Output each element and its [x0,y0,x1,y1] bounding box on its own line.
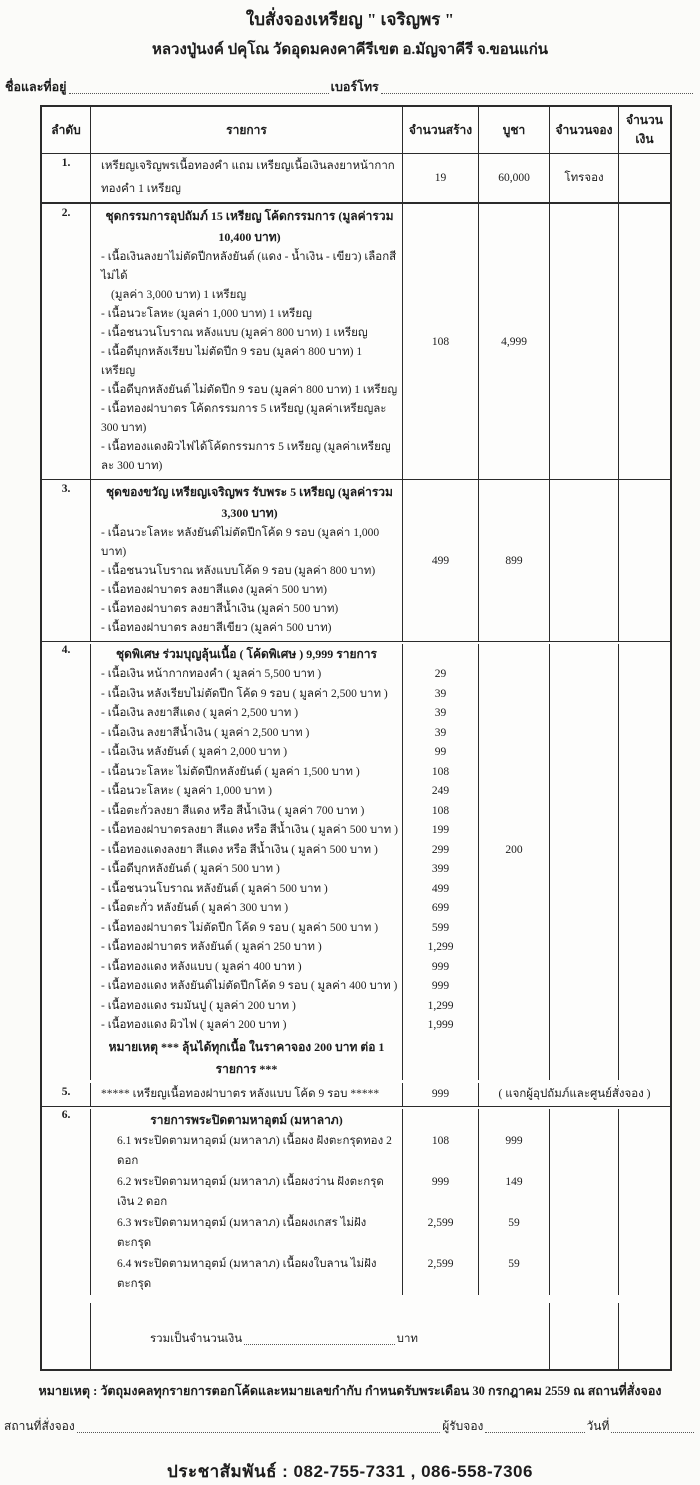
list-item: - เนื้อทองฝาบาตร หลังยันต์ ( มูลค่า 250 บาท ) [90,938,402,958]
price-cell [478,880,549,900]
amount-cell [618,665,670,685]
row-number-cell [42,860,90,880]
order-qty-cell [549,860,618,880]
amount-cell [618,704,670,724]
amount-cell [618,841,670,861]
row-number-cell [42,899,90,919]
list-item: - เนื้อทองฝาบาตร ลงยาสีน้ำเงิน (มูลค่า 500 บาท) [101,603,339,615]
amount-cell [618,1131,670,1172]
set-note: หมายเหตุ *** ลุ้นได้ทุกเนื้อ ในราคาจอง 200 บาท ต่อ 1 รายการ *** [90,1036,402,1080]
list-item: - เนื้อชนวนโบราณ หลังยันต์ ( มูลค่า 500 บาท ) [90,880,402,900]
made-count: 599 [402,919,478,939]
row-item-text: เหรียญเจริญพรเนื้อทองคำ แถม เหรียญเนื้อเงินลงยาหน้ากากทองคำ 1 เหรียญ [90,154,402,202]
price-cell [478,1036,549,1080]
order-qty-cell [549,1109,618,1131]
list-item: - เนื้อทองแดง รมมันปู ( มูลค่า 200 บาท ) [90,997,402,1017]
made-count: 499 [402,880,478,900]
table-row [42,479,670,641]
made-cell [402,1109,478,1131]
row-number-cell [42,1213,90,1254]
price-value: 60,000 [478,154,549,202]
sig-date-label: วันที่ [586,1418,610,1433]
row-number-cell [42,763,90,783]
made-count: 1,299 [402,938,478,958]
row-number-cell [42,1254,90,1295]
price-cell [478,724,549,744]
table-row [42,641,670,1083]
made-count: 1,299 [402,997,478,1017]
item-line [42,743,670,763]
set-header-line [42,1109,670,1131]
row-item-text: ***** เหรียญเนื้อทองฝาบาตร หลังแบบ โค้ด 9 รอบ ***** [90,1083,402,1106]
order-qty-cell [549,880,618,900]
set-title: ชุดพิเศษ ร่วมบุญลุ้นเนื้อ ( โค้ดพิเศษ ) 9,999 รายการ [90,644,402,665]
amount-cell [618,860,670,880]
order-qty-cell [549,997,618,1017]
amount-cell [618,480,670,641]
total-unit: บาท [396,1332,418,1345]
table-row [42,1106,670,1303]
set-title: ชุดกรรมการอุปถัมภ์ 15 เหรียญ โค้ดกรรมการ (มูลค่ารวม 10,400 บาท) [105,209,394,244]
order-qty-cell [549,919,618,939]
amount-cell [618,1109,670,1131]
row-number-cell [42,841,90,861]
list-item: - เนื้อเงิน ลงยาสีน้ำเงิน ( มูลค่า 2,500 บาท ) [90,724,402,744]
list-item: - เนื้อเงิน หน้ากากทองคำ ( มูลค่า 5,500 บาท ) [90,665,402,685]
order-qty-cell [549,1213,618,1254]
list-item: - เนื้อดีบุกหลังยันต์ ไม่ตัดปีก 9 รอบ (มูลค่า 800 บาท) 1 เหรียญ [101,384,398,396]
list-item: 6.2 พระปิดตามหาอุตม์ (มหาลาภ) เนื้อผงว่าน ฝังตะกรุดเงิน 2 ดอก [90,1172,402,1213]
list-item: - เนื้อนวะโลหะ (มูลค่า 1,000 บาท) 1 เหรียญ [101,308,312,320]
price-cell [478,860,549,880]
price-cell [478,763,549,783]
table-row [42,202,670,479]
total-label: รวมเป็นจำนวนเงิน [150,1332,243,1345]
list-item: - เนื้อทองฝาบาตร โค้ดกรรมการ 5 เหรียญ (มูลค่าเหรียญละ 300 บาท) [101,403,387,434]
set-note-line [42,1036,670,1080]
row-number-cell [42,685,90,705]
item-line [42,977,670,997]
row-number: 1. [61,157,71,169]
row-number-cell [42,665,90,685]
made-count: 999 [402,977,478,997]
list-item: - เนื้อตะกั่ว หลังยันต์ ( มูลค่า 300 บาท ) [90,899,402,919]
made-cell [402,1036,478,1080]
header-price: บูชา [478,107,549,153]
order-qty-cell [549,899,618,919]
made-count: 999 [402,1083,478,1106]
amount-cell [618,1016,670,1036]
item-line [42,802,670,822]
row-number-cell [42,977,90,997]
sig-receiver-label: ผู้รับจอง [442,1418,484,1433]
item-line [42,665,670,685]
order-qty-cell [549,977,618,997]
made-cell [402,644,478,665]
row-number: 3. [61,483,71,495]
list-item: - เนื้อทองฝาบาตรลงยา สีแดง หรือ สีน้ำเงิน ( มูลค่า 500 บาท ) [90,821,402,841]
order-qty-cell [549,204,618,479]
list-item: - เนื้อทองฝาบาตร ลงยาสีเขียว (มูลค่า 500 บาท) [101,622,332,634]
item-line [42,919,670,939]
amount-cell [618,821,670,841]
made-count: 108 [402,1131,478,1172]
list-item: - เนื้อทองฝาบาตร ไม่ตัดปีก โค้ด 9 รอบ ( มูลค่า 500 บาท ) [90,919,402,939]
signature-line [0,1417,700,1436]
amount-cell [618,724,670,744]
list-item: - เนื้อชนวนโบราณ หลังแบบโค้ด 9 รอบ (มูลค่า 800 บาท) [101,565,376,577]
row-number-cell [42,724,90,744]
amount-cell [618,1213,670,1254]
made-count: 299 [402,841,478,861]
item-line [42,899,670,919]
price-value: 200 [478,841,549,861]
list-item: - เนื้อเงินลงยาไม่ตัดปีกหลังยันต์ (แดง - น้ำเงิน - เขียว) เลือกสีไม่ได้ [101,251,397,282]
list-item: - เนื้อตะกั่วลงยา สีแดง หรือ สีน้ำเงิน ( มูลค่า 700 บาท ) [90,802,402,822]
price-cell [478,1016,549,1036]
price-cell [478,958,549,978]
made-count: 39 [402,685,478,705]
row-number: 6. [61,1108,71,1121]
set-title: รายการพระปิดตามหาอุตม์ (มหาลาภ) [90,1109,402,1131]
made-count: 699 [402,899,478,919]
price-cell [478,997,549,1017]
amount-cell [618,1036,670,1080]
item-line [42,997,670,1017]
contact-phone-numbers: ประชาสัมพันธ์ : 082-755-7331 , 086-558-7306 [167,1461,533,1481]
order-qty-cell [549,1254,618,1295]
amount-cell [618,977,670,997]
amount-cell [618,919,670,939]
made-count: 2,599 [402,1254,478,1295]
header-order-qty: จำนวนจอง [549,107,618,153]
made-count: 29 [402,665,478,685]
row-number-cell [42,782,90,802]
made-count: 19 [402,154,478,202]
order-qty-cell [549,802,618,822]
made-count: 108 [402,802,478,822]
price-cell [478,977,549,997]
amount-cell [618,154,670,202]
row-number-cell [42,1303,90,1369]
order-qty-cell [549,821,618,841]
item-line [42,1254,670,1295]
list-item: - เนื้อเงิน ลงยาสีแดง ( มูลค่า 2,500 บาท ) [90,704,402,724]
made-count: 249 [402,782,478,802]
made-count: 39 [402,704,478,724]
list-item: - เนื้อเงิน หลังเรียบไม่ตัดปีก โค้ด 9 รอบ ( มูลค่า 2,500 บาท ) [90,685,402,705]
name-address-label: ชื่อและที่อยู่ [5,80,67,94]
item-line [42,938,670,958]
made-count: 108 [402,763,478,783]
row-item-group [90,480,402,641]
price-cell [478,782,549,802]
price-cell [478,802,549,822]
list-item: 6.3 พระปิดตามหาอุตม์ (มหาลาภ) เนื้อผงเกสร ไม่ฝังตะกรุด [90,1213,402,1254]
list-item: - เนื้อนวะโลหะ ไม่ตัดปีกหลังยันต์ ( มูลค่า 1,500 บาท ) [90,763,402,783]
row-number-cell [42,802,90,822]
amount-cell [618,997,670,1017]
page-title: ใบสั่งจองเหรียญ " เจริญพร " [245,10,455,29]
price-value: 999 [478,1131,549,1172]
sig-receiver-blank [485,1432,584,1433]
made-count: 499 [402,480,478,641]
price-cell [478,685,549,705]
order-qty-cell [549,665,618,685]
order-qty-cell [549,743,618,763]
item-line [42,841,670,861]
row-number-cell [42,919,90,939]
item-line [42,704,670,724]
amount-cell [618,763,670,783]
order-qty-cell [549,685,618,705]
sig-place-blank [77,1432,440,1433]
price-value: 59 [478,1213,549,1254]
name-address-line [0,77,700,97]
row-number-cell [42,821,90,841]
total-cell [90,1303,549,1369]
amount-cell [618,802,670,822]
phone-label: เบอร์โทร [330,80,379,94]
price-cell [478,743,549,763]
item-line [42,1172,670,1213]
order-qty-value: โทรจอง [549,154,618,202]
order-qty-cell [549,704,618,724]
row-number-cell [42,1131,90,1172]
table-header-row [42,107,670,153]
row-number-cell [42,880,90,900]
total-row [42,1303,670,1369]
amount-cell [618,685,670,705]
list-item: - เนื้อทองแดงลงยา สีแดง หรือ สีน้ำเงิน ( มูลค่า 500 บาท ) [90,841,402,861]
row-remark: ( แจกผู้อุปถัมภ์และศูนย์สั่งจอง ) [478,1083,670,1106]
made-count: 999 [402,958,478,978]
row-number-cell [42,704,90,724]
price-cell [478,938,549,958]
header-item: รายการ [90,107,402,153]
page-subtitle: หลวงปู่นงค์ ปคุโณ วัดอุดมคงคาคีรีเขต อ.มัญจาคีรี จ.ขอนแก่น [151,42,549,58]
amount-cell [618,782,670,802]
list-item: - เนื้อชนวนโบราณ หลังแบบ (มูลค่า 800 บาท) 1 เหรียญ [101,327,368,339]
amount-cell [618,1254,670,1295]
made-count: 1,999 [402,1016,478,1036]
row-number-cell [42,997,90,1017]
order-qty-cell [549,763,618,783]
total-blank [244,1344,395,1345]
row-number: 5. [61,1085,71,1098]
item-line [42,1131,670,1172]
order-qty-cell [549,480,618,641]
item-line [42,763,670,783]
amount-cell [618,938,670,958]
row-number: 4. [61,644,71,656]
item-line [42,958,670,978]
table-row [42,153,670,202]
order-table [40,105,672,1371]
row-number-cell [42,743,90,763]
header-amount: จำนวนเงิน [618,107,670,153]
header-made: จำนวนสร้าง [402,107,478,153]
list-item: - เนื้อทองแดง ผิวไฟ ( มูลค่า 200 บาท ) [90,1016,402,1036]
row-item-group [90,204,402,479]
made-count: 399 [402,860,478,880]
item-line [42,1016,670,1036]
made-count: 108 [402,204,478,479]
list-item: 6.1 พระปิดตามหาอุตม์ (มหาลาภ) เนื้อผง ฝังตะกรุดทอง 2 ดอก [90,1131,402,1172]
footer-note: หมายเหตุ : วัตถุมงคลทุกรายการตอกโค้ดและหมายเลขกำกับ กำหนดรับพระเดือน 30 กรกฎาคม 2559 ณ สถานที่สั่งจอง [38,1383,662,1398]
amount-cell [618,958,670,978]
list-item: - เนื้อเงิน หลังยันต์ ( มูลค่า 2,000 บาท ) [90,743,402,763]
made-count: 39 [402,724,478,744]
list-item: - เนื้อดีบุกหลังยันต์ ( มูลค่า 500 บาท ) [90,860,402,880]
sig-date-blank [611,1432,694,1433]
price-value: 149 [478,1172,549,1213]
made-count: 2,599 [402,1213,478,1254]
name-address-blank [69,93,329,94]
amount-cell [618,1303,670,1369]
price-cell [478,919,549,939]
made-count: 199 [402,821,478,841]
order-qty-cell [549,1131,618,1172]
item-line [42,685,670,705]
amount-cell [618,644,670,665]
order-qty-cell [549,1172,618,1213]
row-number-cell [42,1016,90,1036]
price-value: 59 [478,1254,549,1295]
price-cell [478,704,549,724]
item-line [42,860,670,880]
item-line [42,1213,670,1254]
row-number-cell [42,938,90,958]
order-qty-cell [549,841,618,861]
price-cell [478,821,549,841]
amount-cell [618,743,670,763]
list-item: - เนื้อดีบุกหลังเรียบ ไม่ตัดปีก 9 รอบ (มูลค่า 800 บาท) 1 เหรียญ [101,346,363,377]
list-item: - เนื้อนวะโลหะ ( มูลค่า 1,000 บาท ) [90,782,402,802]
row-number: 2. [61,207,71,219]
item-line [42,880,670,900]
table-row [42,1083,670,1106]
order-qty-cell [549,938,618,958]
list-item: (มูลค่า 3,000 บาท) 1 เหรียญ [111,289,247,301]
sig-place-label: สถานที่สั่งจอง [4,1418,75,1433]
amount-cell [618,1172,670,1213]
amount-cell [618,899,670,919]
price-value: 4,999 [478,204,549,479]
order-qty-cell [549,958,618,978]
order-qty-cell [549,782,618,802]
order-qty-cell [549,1016,618,1036]
amount-cell [618,880,670,900]
price-cell [478,1109,549,1131]
row-number-cell [42,958,90,978]
set-title: ชุดของขวัญ เหรียญเจริญพร รับพระ 5 เหรียญ (มูลค่ารวม 3,300 บาท) [106,485,393,520]
order-qty-cell [549,644,618,665]
order-qty-cell [549,724,618,744]
item-line [42,821,670,841]
price-cell [478,644,549,665]
header-index: ลำดับ [51,122,81,137]
list-item: 6.4 พระปิดตามหาอุตม์ (มหาลาภ) เนื้อผงใบลาน ไม่ฝังตะกรุด [90,1254,402,1295]
price-cell [478,899,549,919]
made-count: 999 [402,1172,478,1213]
phone-blank [381,93,693,94]
list-item: - เนื้อทองแดง หลังแบบ ( มูลค่า 400 บาท ) [90,958,402,978]
row-number-cell [42,1036,90,1080]
order-qty-cell [549,1303,618,1369]
row-number-cell [42,1172,90,1213]
item-line [42,724,670,744]
list-item: - เนื้อทองฝาบาตร ลงยาสีแดง (มูลค่า 500 บาท) [101,584,328,596]
item-line [42,782,670,802]
list-item: - เนื้อทองแดงผิวไฟได้โค้ดกรรมการ 5 เหรียญ (มูลค่าเหรียญละ 300 บาท) [101,441,391,472]
order-qty-cell [549,1036,618,1080]
made-count: 99 [402,743,478,763]
list-item: - เนื้อทองแดง หลังยันต์ไม่ตัดปีกโค้ด 9 รอบ ( มูลค่า 400 บาท ) [90,977,402,997]
list-item: - เนื้อนวะโลหะ หลังยันต์ไม่ตัดปีกโค้ด 9 รอบ (มูลค่า 1,000 บาท) [101,527,380,558]
price-cell [478,665,549,685]
price-value: 899 [478,480,549,641]
set-header-line [42,644,670,665]
amount-cell [618,204,670,479]
